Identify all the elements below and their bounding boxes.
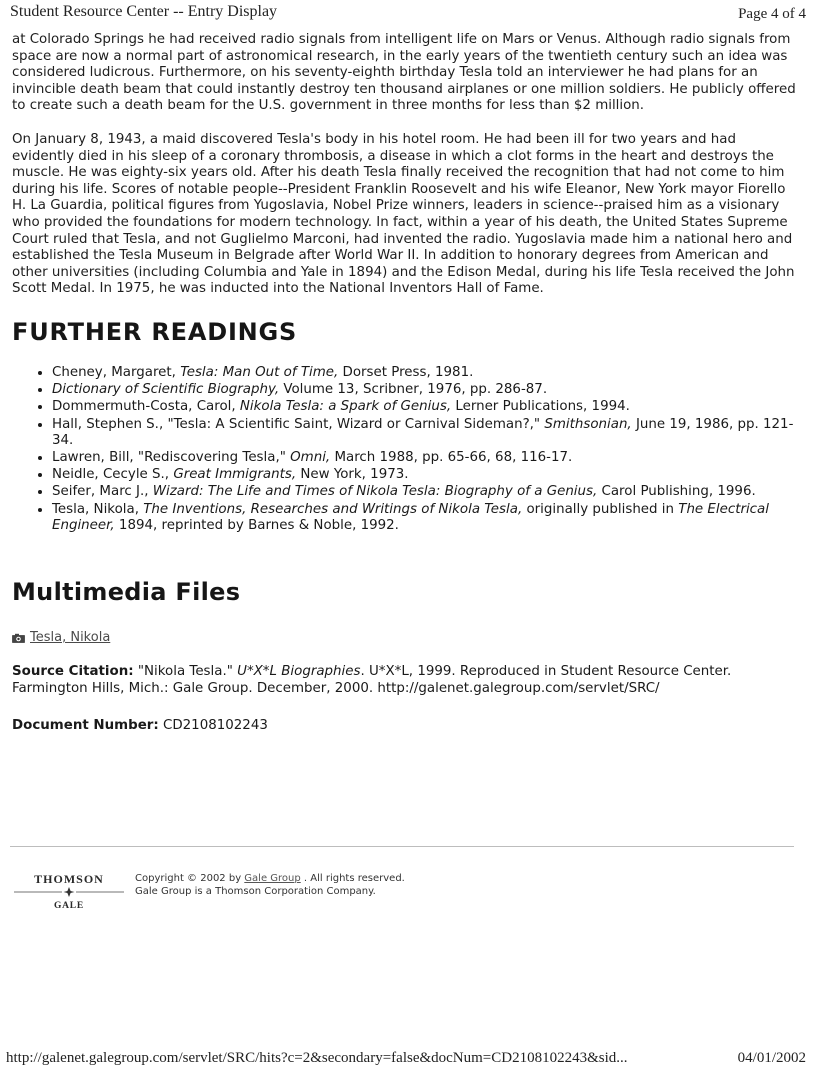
text-run: Tesla, Nikola, bbox=[52, 501, 144, 517]
text-run: Lerner Publications, 1994. bbox=[451, 399, 630, 415]
site-footer bbox=[10, 872, 710, 922]
multimedia-heading: Multimedia Files bbox=[12, 577, 241, 606]
text-run: 1894, reprinted by Barnes & Noble, 1992. bbox=[114, 517, 399, 533]
reading-item bbox=[52, 449, 802, 466]
reading-item bbox=[52, 483, 802, 500]
logo-top-text: THOMSON bbox=[34, 872, 104, 886]
document-number-value: CD2108102243 bbox=[158, 717, 268, 733]
text-run: Hall, Stephen S., "Tesla: A Scientific Saint, Wizard or Carnival Sideman?," bbox=[52, 416, 545, 432]
entry-content bbox=[12, 32, 802, 733]
reading-item bbox=[52, 416, 802, 449]
print-footer-url: http://galenet.galegroup.com/servlet/SRC/hits?c=2&secondary=false&docNum=CD2108102243&sid... bbox=[6, 1050, 628, 1066]
copyright-notice bbox=[135, 873, 405, 898]
text-run: Volume 13, Scribner, 1976, pp. 286-87. bbox=[279, 382, 548, 398]
text-run: June 19, 1986, pp. 121-34. bbox=[52, 416, 794, 448]
further-readings-heading: FURTHER READINGS bbox=[12, 317, 298, 346]
italic-title: The Electrical Engineer, bbox=[52, 501, 769, 533]
company-line: Gale Group is a Thomson Corporation Company. bbox=[135, 885, 376, 897]
text-run: Seifer, Marc J., bbox=[52, 484, 153, 500]
text-run: Carol Publishing, 1996. bbox=[597, 484, 756, 500]
italic-title: Nikola Tesla: a Spark of Genius, bbox=[239, 399, 452, 415]
italic-title: The Inventions, Researches and Writings of Nikola Tesla, bbox=[143, 501, 523, 517]
italic-title: Great Immigrants, bbox=[173, 467, 297, 483]
further-readings-list bbox=[12, 364, 802, 534]
text-run: Cheney, Margaret, bbox=[52, 364, 181, 380]
reading-item bbox=[52, 364, 802, 381]
thomson-gale-logo bbox=[10, 872, 128, 914]
gale-group-link[interactable]: Gale Group bbox=[244, 873, 301, 884]
copyright-line bbox=[135, 873, 405, 886]
text-run: New York, 1973. bbox=[296, 467, 409, 483]
reading-item bbox=[52, 398, 802, 415]
source-citation-label: Source Citation: bbox=[12, 663, 134, 679]
text-run: . U*X*L, 1999. Reproduced in Student Resource Center. Farmington Hills, Mich.: Gale Group. December, 2000. http://galenet.galegroup.com/servlet/SRC/ bbox=[12, 663, 732, 696]
italic-title: U*X*L Biographies bbox=[237, 663, 361, 679]
multimedia-link-tesla-nikola[interactable]: Tesla, Nikola bbox=[30, 629, 111, 645]
logo-bottom-text: GALE bbox=[53, 901, 85, 911]
camera-icon[interactable] bbox=[12, 632, 25, 642]
text-run: originally published in bbox=[522, 501, 679, 517]
italic-title: Smithsonian, bbox=[544, 416, 632, 432]
print-footer bbox=[6, 1050, 806, 1067]
reading-item bbox=[52, 466, 802, 483]
copyright-suffix: . All rights reserved. bbox=[300, 873, 405, 884]
document-number-label: Document Number: bbox=[12, 717, 159, 733]
italic-title: Omni, bbox=[290, 449, 331, 465]
multimedia-item bbox=[12, 630, 802, 645]
text-run: March 1988, pp. 65-66, 68, 116-17. bbox=[330, 449, 573, 465]
italic-title: Wizard: The Life and Times of Nikola Tesla: Biography of a Genius, bbox=[152, 484, 598, 500]
star-icon bbox=[64, 887, 75, 897]
body-paragraph: at Colorado Springs he had received radio signals from intelligent life on Mars or Venus. Although radio signals from space are now a normal part of astronomical research, in the early years of the twentieth century such an idea was considered ludicrous. Furthermore, on his seventy-eighth birthday Tesla told an interviewer he had plans for an invincible death beam that could instantly destroy ten thousand airplanes or one million soldiers. He publicly offered to create such a death beam for the U.S. government in three months for less than $2 million. bbox=[12, 32, 796, 114]
print-header-page-number: Page 4 of 4 bbox=[738, 6, 806, 22]
text-run: Dorset Press, 1981. bbox=[338, 364, 474, 380]
reading-item bbox=[52, 381, 802, 398]
document-number bbox=[12, 718, 802, 733]
copyright-prefix: Copyright © 2002 by bbox=[135, 873, 245, 884]
reading-item bbox=[52, 501, 802, 534]
print-header-title: Student Resource Center -- Entry Display bbox=[10, 3, 278, 20]
footer-divider bbox=[10, 846, 794, 847]
text-run: "Nikola Tesla." bbox=[133, 663, 238, 679]
italic-title: Dictionary of Scientific Biography, bbox=[52, 382, 280, 398]
text-run: Lawren, Bill, "Rediscovering Tesla," bbox=[52, 449, 291, 465]
italic-title: Tesla: Man Out of Time, bbox=[180, 364, 339, 380]
print-footer-date: 04/01/2002 bbox=[737, 1050, 806, 1066]
source-citation bbox=[12, 663, 802, 697]
text-run: Dommermuth-Costa, Carol, bbox=[52, 399, 240, 415]
text-run: Neidle, Cecyle S., bbox=[52, 467, 174, 483]
body-paragraph: On January 8, 1943, a maid discovered Tesla's body in his hotel room. He had been ill for two years and had evidently died in his sleep of a coronary thrombosis, a disease in which a clot forms in the heart and destroys the muscle. He was eighty-six years old. After his death Tesla finally received the recognition that had not come to him during his life. Scores of notable people--President Franklin Roosevelt and his wife Eleanor, New York mayor Fiorello H. La Guardia, political figures from Yugoslavia, Nobel Prize winners, leaders in science--praised him as a visionary who provided the foundations for modern technology. In fact, within a year of his death, the United States Supreme Court ruled that Tesla, and not Guglielmo Marconi, had invented the radio. Yugoslavia made him a national hero and established the Tesla Museum in Belgrade after World War II. In addition to honorary degrees from American and other universities (including Columbia and Yale in 1894) and the Edison Medal, during his life Tesla received the John Scott Medal. In 1975, he was inducted into the National Inventors Hall of Fame. bbox=[12, 131, 795, 297]
